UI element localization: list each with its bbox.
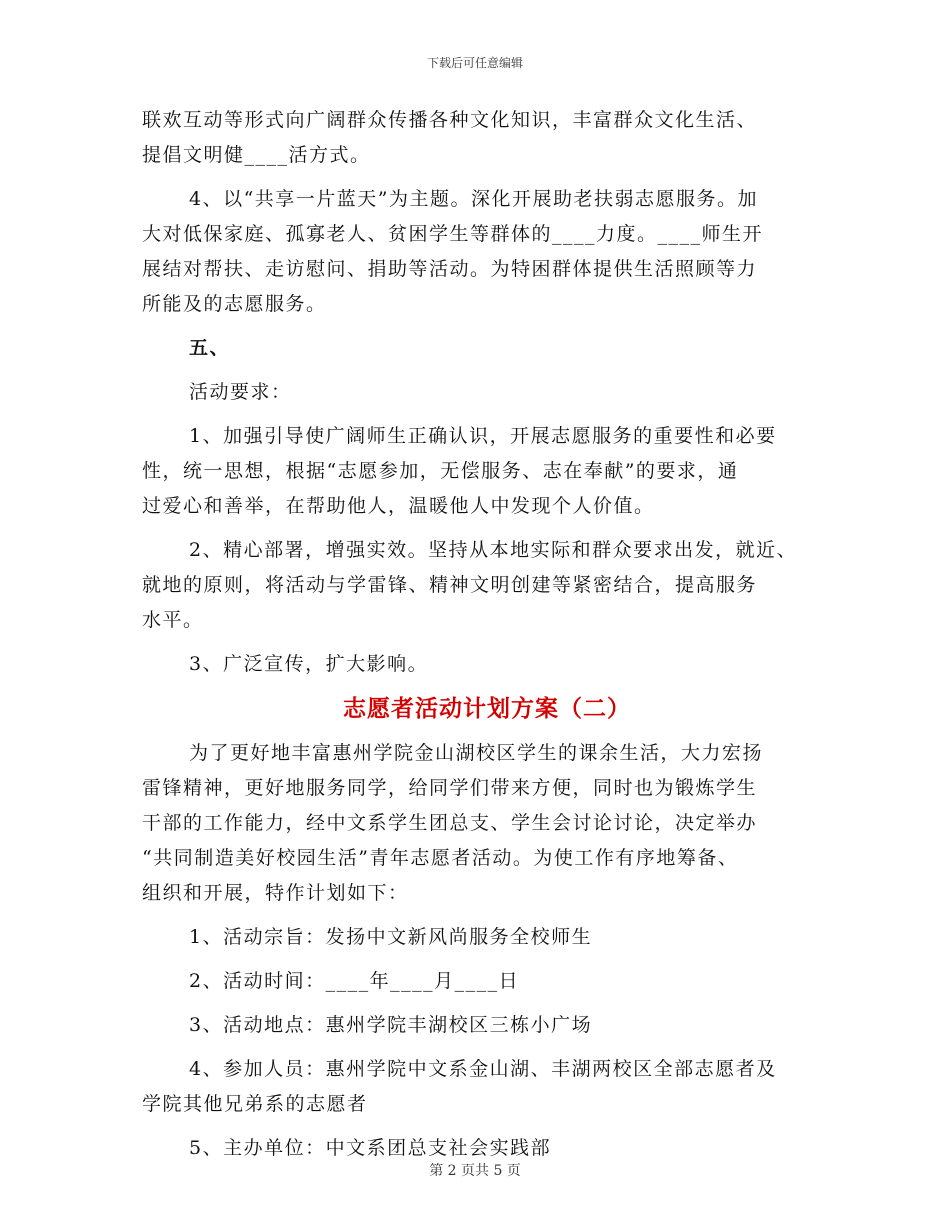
text-line: 2、精心部署，增强实效。坚持从本地实际和群众要求出发，就近、: [189, 539, 798, 561]
section-number: 五、: [189, 337, 231, 359]
section-title: 志愿者活动计划方案（二）: [343, 695, 631, 722]
text-line: 5、主办单位：中文系团总支社会实践部: [189, 1137, 552, 1159]
text-line: 干部的工作能力，经中文系学生团总支、学生会讨论讨论，决定举办: [142, 812, 758, 834]
text-line: 为了更好地丰富惠州学院金山湖校区学生的课余生活，大力宏扬: [189, 742, 764, 764]
text-line: 水平。: [142, 609, 204, 631]
text-line: 4、参加人员：惠州学院中文系金山湖、丰湖两校区全部志愿者及: [189, 1058, 777, 1080]
text-line: 展结对帮扶、走访慰问、捐助等活动。为特困群体提供生活照顾等力: [142, 258, 758, 280]
text-line: 活动要求：: [189, 381, 292, 403]
text-line: 组织和开展，特作计划如下：: [142, 882, 409, 904]
document-body: [142, 103, 832, 1166]
text-line: 联欢互动等形式向广阔群众传播各种文化知识，丰富群众文化生活、: [142, 109, 758, 131]
text-line: 就地的原则，将活动与学雷锋、精神文明创建等紧密结合，提高服务: [142, 574, 758, 596]
text-line: 过爱心和善举，在帮助他人，温暖他人中发现个人价值。: [142, 495, 655, 517]
text-line: 3、活动地点：惠州学院丰湖校区三栋小广场: [189, 1014, 593, 1036]
page-header: 下载后可任意编辑: [426, 56, 523, 70]
text-line: 雷锋精神，更好地服务同学，给同学们带来方便，同时也为锻炼学生: [142, 777, 758, 799]
text-line: 3、广泛宣传，扩大影响。: [189, 653, 429, 675]
text-line: 性，统一思想，根据“志愿参加，无偿服务、志在奉献”的要求，通: [142, 460, 739, 482]
text-line: 学院其他兄弟系的志愿者: [142, 1093, 368, 1115]
page-footer: 第 2 页共 5 页: [429, 1163, 521, 1179]
text-line: 所能及的志愿服务。: [142, 293, 327, 315]
text-line: 2、活动时间：____年____月____日: [189, 970, 520, 992]
text-line: 4、以“共享一片蓝天”为主题。深化开展助老扶弱志愿服务。加: [189, 188, 759, 210]
text-line: “共同制造美好校园生活”青年志愿者活动。为使工作有序地筹备、: [142, 847, 739, 869]
text-line: 大对低保家庭、孤寡老人、贫困学生等群体的____力度。____师生开: [142, 223, 764, 245]
text-line: 1、加强引导使广阔师生正确认识，开展志愿服务的重要性和必要: [189, 425, 777, 447]
text-line: 1、活动宗旨：发扬中文新风尚服务全校师生: [189, 926, 593, 948]
text-line: 提倡文明健____活方式。: [142, 144, 371, 166]
